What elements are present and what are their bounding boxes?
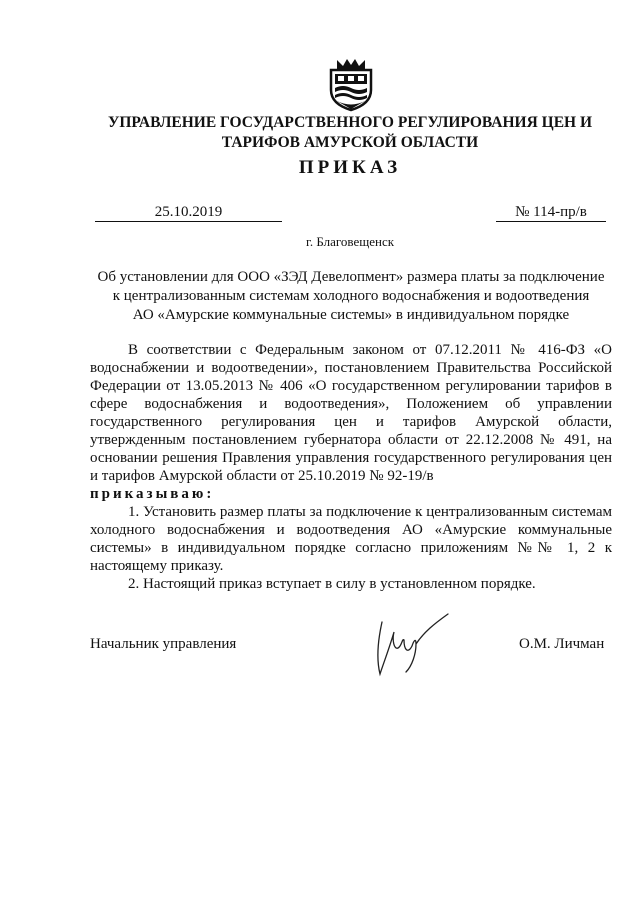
subject-line-3: АО «Амурские коммунальные системы» в индивидуальном порядке	[132, 307, 570, 323]
document-body	[90, 341, 612, 593]
document-title: ПРИКАЗ	[298, 157, 402, 178]
org-line-2: ТАРИФОВ АМУРСКОЙ ОБЛАСТИ	[221, 134, 479, 151]
document-city: г. Благовещенск	[305, 234, 395, 249]
organization-name	[60, 113, 640, 153]
document-date: 25.10.2019	[95, 203, 282, 222]
document-number: № 114-пр/в	[496, 203, 606, 222]
subject-line-2: к централизованным системам холодного водоснабжения и водоотведения	[112, 288, 590, 304]
signatory-name: О.М. Личман	[519, 636, 605, 652]
preamble-paragraph: В соответствии с Федеральным законом от 07.12.2011 № 416-ФЗ «О водоснабжении и водоотведении», постановлением Правительства Российской Федерации от 13.05.2013 № 406 «О государственном регулировании тарифов в сфере водоснабжения и водоотведения», Положением об управлении государственного регулирования цен и тарифов Амурской области, утвержденным постановлением губернатора области от 22.12.2008 № 491, на основании решения Правления управления государственного регулирования цен и тарифов Амурской области от 25.10.2019 № 92-19/в	[90, 342, 612, 484]
order-word: приказываю:	[90, 486, 215, 502]
handwritten-signature-icon	[368, 610, 458, 680]
org-line-1: УПРАВЛЕНИЕ ГОСУДАРСТВЕННОГО РЕГУЛИРОВАНИЯ ЦЕН И	[107, 114, 593, 131]
amur-region-coat-of-arms-icon	[327, 56, 375, 112]
order-item-1: 1. Установить размер платы за подключение к централизованным системам холодного водоснабжения и водоотведения АО «Амурские коммунальные системы» в индивидуальном порядке согласно приложениям №№ 1, 2 к настоящему приказу.	[90, 504, 612, 574]
signatory-position: Начальник управления	[90, 636, 237, 652]
order-item-2: 2. Настоящий приказ вступает в силу в установленном порядке.	[128, 576, 536, 592]
subject-line-1: Об установлении для ООО «ЗЭД Девелопмент» размера платы за подключение	[97, 269, 605, 285]
document-subject	[90, 268, 612, 325]
